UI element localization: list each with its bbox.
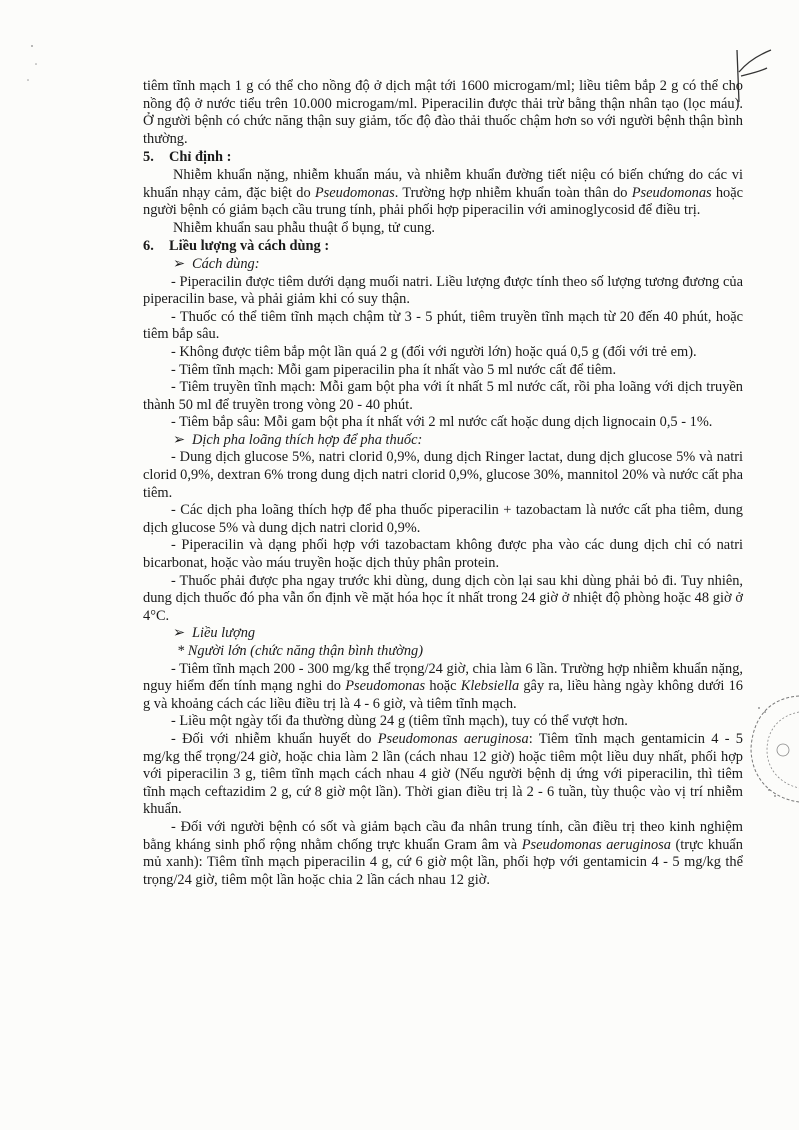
text-run: hoặc người bệnh có giảm bạch cầu trung tính, phải phối hợp piperacilin với aminoglycosid để điều trị.: [143, 184, 744, 219]
italic-term: Pseudomonas aeruginosa: [521, 836, 671, 853]
section-5-heading: [143, 149, 743, 167]
list-item: - Thuốc có thể tiêm tĩnh mạch chậm từ 3 - 5 phút, tiêm truyền tĩnh mạch từ 20 đến 40 phút, hoặc tiêm bắp sâu.: [143, 308, 743, 343]
arrow-bullet-icon: ➢: [173, 431, 186, 448]
section-title: Chỉ định :: [169, 149, 232, 166]
stamp-mark: [739, 690, 799, 810]
section-6-heading: [143, 238, 743, 256]
section-number: 6.: [143, 238, 154, 255]
list-item: - Thuốc phải được pha ngay trước khi dùng, dung dịch còn lại sau khi dùng phải bỏ đi. Tuy nhiên, dung dịch thuốc đó pha vẫn ổn định về mặt hóa học ít nhất trong 24 giờ ở nhiệt độ phòng hoặc 48 giờ ở 4°C.: [143, 572, 743, 624]
italic-term: Klebsiella: [460, 678, 520, 695]
list-item: - Tiêm truyền tĩnh mạch: Mỗi gam bột pha với ít nhất 5 ml nước cất, rồi pha loãng với dịch truyền thành 50 ml để truyền trong vòng 20 - 40 phút.: [143, 379, 743, 413]
list-item: - Dung dịch glucose 5%, natri clorid 0,9%, dung dịch Ringer lactat, dung dịch glucose 5% và natri clorid 0,9%, dextran 6% trong dung dịch natri clorid 0,9%, glucose 30%, mannitol 20% và nước cất pha tiêm.: [143, 449, 743, 501]
subheading-label: Liều lượng: [192, 625, 256, 642]
text-run: . Trường hợp nhiễm khuẩn toàn thân do: [394, 184, 632, 201]
subheading-lieu-luong: [173, 625, 743, 643]
text-run: gây ra, liều hàng ngày không dưới 16 g và khoảng cách các liều điều trị là 4 - 6 giờ, và tiêm tĩnh mạch.: [143, 678, 743, 712]
list-item: [143, 661, 743, 714]
indication-paragraph-2: Nhiễm khuẩn sau phẫu thuật ổ bụng, tử cung.: [173, 219, 435, 236]
arrow-bullet-icon: ➢: [173, 625, 186, 642]
italic-term: Pseudomonas: [345, 678, 426, 695]
subheading-cach-dung: [173, 256, 743, 274]
text-run: : Tiêm tĩnh mạch gentamicin 4 - 5 mg/kg thể trọng/24 giờ, hoặc chia làm 2 lần (cách nhau 12 giờ) hoặc tiêm một liều duy nhất, phối hợp với piperacilin 3 g, tiêm tĩnh mạch cách nhau 4 giờ (Nếu người bệnh dị ứng với piperacilin, thì tiêm tĩnh mạch ceftazidim 2 g, cứ 8 giờ một lần). Thời gian điều trị là 2 - 6 tuần, tùy thuộc vào vị trí nhiễm khuẩn.: [143, 730, 743, 818]
list-item: [143, 731, 743, 819]
intro-paragraph: tiêm tĩnh mạch 1 g có thể cho nồng độ ở dịch mật tới 1600 microgam/ml; liều tiêm bắp 2 g có thể cho nồng độ ở nước tiểu trên 10.000 microgam/ml. Piperacilin được thải trừ bằng thận nhân tạo (lọc máu). Ở người bệnh có chức năng thận suy giảm, tốc độ đào thải thuốc chậm hơn so với người bệnh thận bình thường.: [143, 78, 743, 147]
list-item: - Piperacilin và dạng phối hợp với tazobactam không được pha vào các dung dịch chỉ có natri bicarbonat, hoặc vào máu truyền hoặc dịch thủy phân protein.: [143, 537, 743, 572]
subheading-label: Cách dùng:: [192, 255, 260, 272]
list-item: - Piperacilin được tiêm dưới dạng muối natri. Liều lượng được tính theo số lượng tương đương của piperacilin base, và phải giảm khi có suy thận.: [143, 273, 743, 308]
italic-term: Pseudomonas aeruginosa: [377, 730, 529, 747]
list-item: - Các dịch pha loãng thích hợp để pha thuốc piperacilin + tazobactam là nước cất pha tiêm, dung dịch glucose 5% và dung dịch natri clorid 0,9%.: [143, 502, 743, 536]
indication-paragraph: [143, 167, 743, 220]
list-item: - Không được tiêm bắp một lần quá 2 g (đối với người lớn) hoặc quá 0,5 g (đối với trẻ em).: [171, 343, 697, 360]
list-item: - Tiêm tĩnh mạch: Mỗi gam piperacilin pha ít nhất vào 5 ml nước cất để tiêm.: [171, 361, 617, 378]
list-item: - Tiêm bắp sâu: Mỗi gam bột pha ít nhất với 2 ml nước cất hoặc dung dịch lignocain 0,5 - 1%.: [171, 414, 713, 431]
text-run: hoặc: [425, 678, 461, 695]
text-run: - Tiêm tĩnh mạch 200 - 300 mg/kg thể trọng/24 giờ, chia làm 6 lần. Trường hợp nhiễm khuẩn nặng, nguy hiểm đến tính mạng nghi do: [143, 660, 743, 695]
section-number: 5.: [143, 149, 154, 166]
italic-term: Pseudomonas: [631, 184, 712, 201]
subheading-nguoi-lon: * Người lớn (chức năng thận bình thường): [177, 643, 424, 659]
section-title: Liều lượng và cách dùng :: [169, 238, 330, 255]
text-run: - Đối với người bệnh có sốt và giảm bạch cầu đa nhân trung tính, cần điều trị theo kinh nghiệm bằng kháng sinh phổ rộng nhằm chống trực khuẩn Gram âm và: [143, 818, 743, 853]
arrow-bullet-icon: ➢: [173, 255, 186, 272]
list-item: [143, 819, 743, 889]
scan-specks: [22, 40, 42, 100]
text-run: Nhiễm khuẩn nặng, nhiễm khuẩn máu, và nhiễm khuẩn đường tiết niệu có biến chứng do các vi khuẩn nhạy cảm, đặc biệt do: [143, 166, 743, 201]
text-run: (trực khuẩn mủ xanh): Tiêm tĩnh mạch piperacilin 4 g, cứ 6 giờ một lần, phối hợp với gentamicin 4 - 5 mg/kg thể trọng/24 giờ, tiêm một lần hoặc chia 2 lần cách nhau 12 giờ.: [143, 836, 743, 888]
text-run: - Đối với nhiễm khuẩn huyết do: [171, 730, 378, 747]
document-text: [143, 78, 743, 889]
subheading-dich-pha: [173, 432, 743, 450]
italic-term: Pseudomonas: [314, 184, 395, 201]
subheading-label: Dịch pha loãng thích hợp để pha thuốc:: [192, 431, 423, 448]
list-item: - Liều một ngày tối đa thường dùng 24 g (tiêm tĩnh mạch), tuy có thể vượt hơn.: [171, 713, 628, 730]
